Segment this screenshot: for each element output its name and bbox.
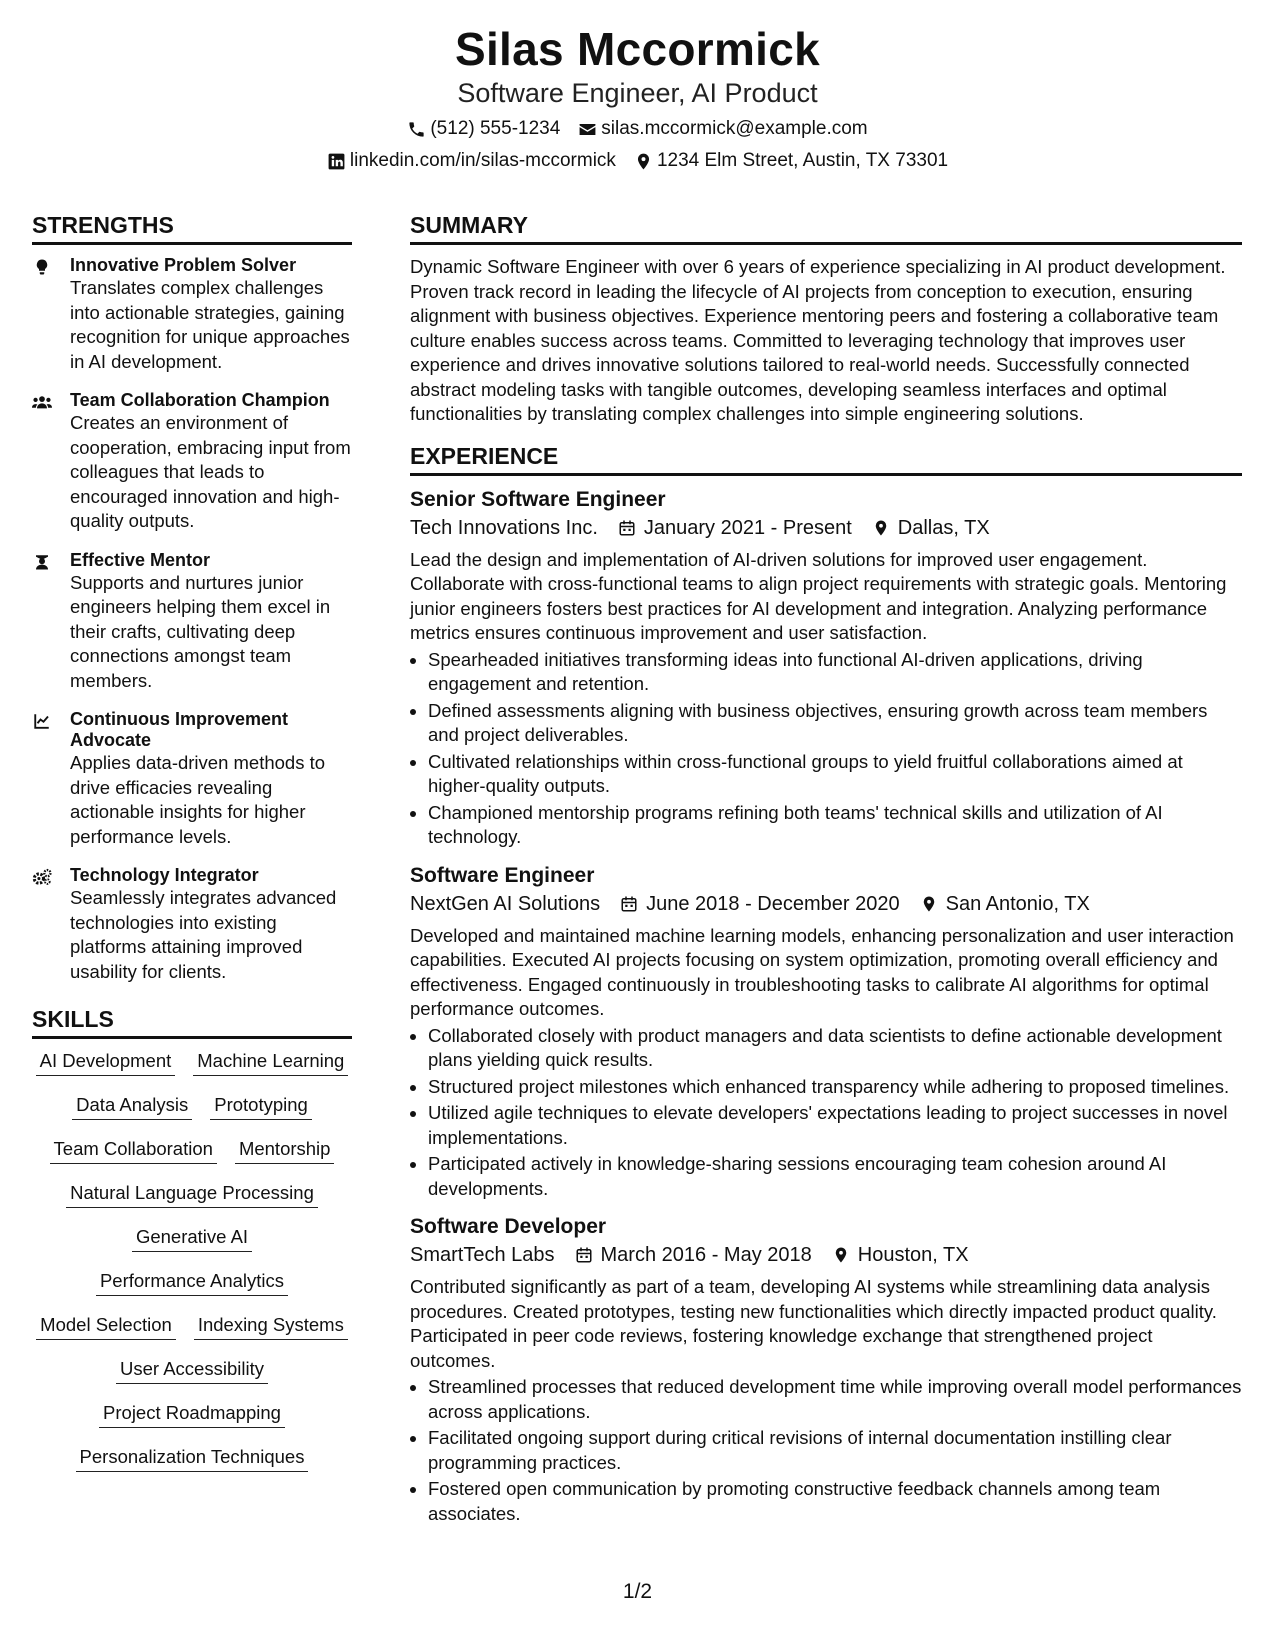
skill-tag: Prototyping: [210, 1093, 312, 1120]
job-bullet: • Collaborated closely with product managers and data scientists to define actionable development plans yielding quick results.: [428, 1024, 1242, 1073]
strengths-heading: STRENGTHS: [32, 210, 352, 245]
skill-row: [32, 1137, 352, 1164]
strength-title: Innovative Problem Solver: [70, 255, 297, 275]
job-entry: [410, 862, 1242, 1202]
job-title: Software Developer: [410, 1215, 607, 1238]
job-bullet: • Utilized agile techniques to elevate developers' expectations leading to project successes in novel implementations.: [428, 1101, 1242, 1150]
skill-tag: Team Collaboration: [50, 1137, 217, 1164]
skill-row: [32, 1225, 352, 1252]
strengths-list: [32, 255, 352, 984]
skill-tag: AI Development: [36, 1049, 176, 1076]
strength-item: [32, 709, 352, 849]
skill-tag: Natural Language Processing: [66, 1181, 318, 1208]
job-dates: June 2018 - December 2020: [646, 892, 900, 915]
strength-desc: Creates an environment of cooperation, embracing input from colleagues that leads to encouraged innovation and high-quality outputs.: [70, 412, 351, 531]
strength-title: Team Collaboration Champion: [70, 390, 330, 410]
lightbulb-icon: [32, 258, 52, 276]
experience-list: [410, 486, 1242, 1527]
linkedin-icon: [327, 152, 346, 171]
job-bullet: • Spearheaded initiatives transforming ideas into functional AI-driven applications, driving engagement and retention.: [428, 648, 1242, 697]
job-bullet: • Streamlined processes that reduced development time while improving overall model performances across applications.: [428, 1375, 1242, 1424]
summary-text: Dynamic Software Engineer with over 6 years of experience specializing in AI product development. Proven track record in leading the lifecycle of AI projects from conception to execution, ensuring alignment with business objectives. Experience mentoring peers and fostering a collaborative team culture enables success across teams. Committed to leveraging technology that improves user experience and drives innovative solutions tailored to real-world needs. Successfully connected abstract modeling tasks with tangible outcomes, developing seamless interfaces and optimal functionalities by translating complex challenges into simple engineering solutions.: [410, 256, 1226, 424]
skills-heading: SKILLS: [32, 1004, 352, 1039]
strength-desc: Seamlessly integrates advanced technologies into existing platforms attaining improved usability for clients.: [70, 887, 337, 982]
strength-desc: Translates complex challenges into actionable strategies, gaining recognition for unique approaches in AI development.: [70, 277, 350, 372]
skill-tag: Model Selection: [36, 1313, 176, 1340]
job-description: Contributed significantly as part of a team, developing AI systems while streamlining data analysis procedures. Created prototypes, testing new functionalities which directly impacted product quality. Participated in peer code reviews, fostering knowledge exchange that strengthened project outcomes.: [410, 1276, 1217, 1371]
email-address: silas.mccormick@example.com: [601, 118, 868, 139]
job-bullet: • Participated actively in knowledge-sharing sessions encouraging team cohesion around AI developments.: [428, 1152, 1242, 1201]
skill-row: [32, 1093, 352, 1120]
skill-tag: Project Roadmapping: [99, 1401, 285, 1428]
right-column: [410, 210, 1242, 1538]
job-dates: January 2021 - Present: [643, 516, 852, 539]
job-entry: [410, 486, 1242, 850]
job-bullet: • Fostered open communication by promoting constructive feedback channels among team associates.: [428, 1477, 1242, 1526]
job-bullets: [410, 1024, 1242, 1202]
strength-title: Continuous Improvement Advocate: [70, 709, 289, 750]
address-contact: [634, 148, 948, 174]
skill-row: [32, 1049, 352, 1076]
left-column: [32, 210, 352, 1489]
skill-row: [32, 1401, 352, 1428]
strength-title: Effective Mentor: [70, 549, 211, 570]
job-bullet: • Facilitated ongoing support during critical revisions of internal documentation instilling clear programming practices.: [428, 1426, 1242, 1475]
skill-row: [32, 1357, 352, 1384]
strength-item: [32, 550, 352, 694]
street-address: 1234 Elm Street, Austin, TX 73301: [656, 150, 949, 171]
linkedin-contact: [327, 148, 616, 174]
job-title: Senior Software Engineer: [410, 487, 666, 511]
job-location: San Antonio, TX: [945, 892, 1090, 915]
gears-icon: [32, 868, 52, 886]
job-bullet: • Structured project milestones which enhanced transparency while adhering to proposed timelines.: [428, 1075, 1242, 1100]
skill-tag: Personalization Techniques: [76, 1445, 309, 1472]
users-icon: [32, 393, 52, 411]
chart-line-icon: [32, 712, 52, 730]
job-description: Lead the design and implementation of AI-driven solutions for improved user engagement. Collaborate with cross-functional teams to align project requirements with strategic goals. Mentoring junior engineers fosters best practices for AI development and integration. Analyzing performance metrics ensures continuous improvement and user satisfaction.: [410, 548, 1227, 643]
strength-item: [32, 255, 352, 374]
page-number: 1/2: [622, 1580, 653, 1603]
calendar-icon: [618, 519, 636, 537]
candidate-name: Silas Mccormick: [454, 23, 821, 75]
job-location: Dallas, TX: [897, 516, 990, 539]
job-title: Software Engineer: [410, 863, 595, 887]
calendar-icon: [575, 1246, 593, 1264]
company-name: Tech Innovations Inc.: [410, 516, 598, 539]
envelope-icon: [578, 120, 597, 139]
map-pin-icon: [832, 1246, 850, 1264]
phone-contact: [407, 116, 560, 142]
candidate-title: Software Engineer, AI Product: [457, 78, 818, 108]
map-pin-icon: [872, 519, 890, 537]
skills-list: [32, 1049, 352, 1472]
map-pin-icon: [920, 895, 938, 913]
job-description: Developed and maintained machine learning models, enhancing personalization and user interaction capabilities. Executed AI projects focusing on system optimization, promoting overall efficiency and effectiveness. Engaged continuously in troubleshooting tasks to calibrate AI algorithms for optimal performance outcomes.: [410, 924, 1234, 1019]
skill-tag: Data Analysis: [72, 1093, 192, 1120]
map-pin-icon: [634, 152, 653, 171]
skill-tag: Generative AI: [132, 1225, 252, 1252]
resume-header: [0, 0, 1275, 174]
job-location: Houston, TX: [857, 1244, 969, 1266]
job-meta: [410, 514, 1242, 542]
job-meta: [410, 1241, 1242, 1269]
job-bullets: [410, 1375, 1242, 1526]
experience-heading: EXPERIENCE: [410, 441, 1242, 476]
skill-tag: Performance Analytics: [96, 1269, 288, 1296]
strength-item: [32, 390, 352, 534]
contact-row-1: [0, 116, 1275, 142]
job-entry: [410, 1213, 1242, 1526]
job-bullet: • Cultivated relationships within cross-functional groups to yield fruitful collaborations aimed at higher-quality outputs.: [428, 750, 1242, 799]
skill-tag: Machine Learning: [193, 1049, 348, 1076]
phone-number: (512) 555-1234: [430, 118, 561, 139]
job-bullets: [410, 648, 1242, 850]
summary-heading: SUMMARY: [410, 210, 1242, 245]
skill-tag: Mentorship: [235, 1137, 335, 1164]
skill-tag: User Accessibility: [116, 1357, 268, 1384]
strength-desc: Applies data-driven methods to drive efficacies revealing actionable insights for higher performance levels.: [70, 752, 326, 847]
mentor-icon: [32, 553, 52, 571]
job-dates: March 2016 - May 2018: [600, 1244, 812, 1266]
strength-title: Technology Integrator: [70, 865, 259, 885]
linkedin-url: linkedin.com/in/silas-mccormick: [349, 150, 616, 171]
job-bullet: • Defined assessments aligning with business objectives, ensuring growth across team members and project deliverables.: [428, 699, 1242, 748]
skill-tag: Indexing Systems: [194, 1313, 348, 1340]
job-bullet: • Championed mentorship programs refining both teams' technical skills and utilization of AI technology.: [428, 801, 1242, 850]
job-meta: [410, 890, 1242, 918]
phone-icon: [407, 120, 426, 139]
skill-row: [32, 1269, 352, 1296]
skill-row: [32, 1313, 352, 1340]
strength-item: [32, 865, 352, 984]
skill-row: [32, 1445, 352, 1472]
skill-row: [32, 1181, 352, 1208]
company-name: SmartTech Labs: [410, 1244, 555, 1266]
calendar-icon: [620, 895, 638, 913]
contact-row-2: [0, 148, 1275, 174]
email-contact: [578, 116, 867, 142]
company-name: NextGen AI Solutions: [410, 892, 601, 915]
strength-desc: Supports and nurtures junior engineers helping them excel in their crafts, cultivating deep connections amongst team members.: [70, 571, 331, 691]
